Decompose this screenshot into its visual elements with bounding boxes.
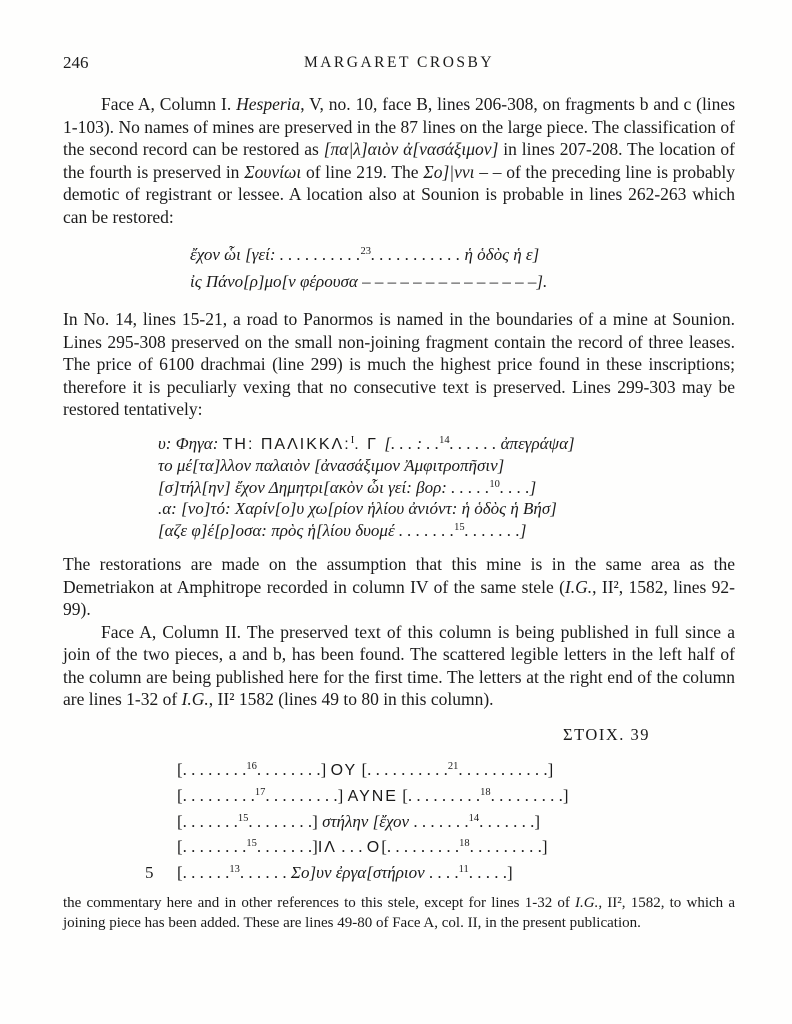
greek-quote-line: ἔχον ὧι [γεί: . . . . . . . . . .$^{23}$. . . . . . . . . . . ἡ ὁδὸς ἡ ε] <box>190 245 540 264</box>
inscription-line-content: [. . . . . .$^{13}$. . . . . . Σο]υν ἐργα[στήριον . . . .$^{11}$. . . . .] <box>177 862 513 882</box>
inscription-line-content: [. . . . . . . .$^{15}$. . . . . . .]ΙΛ . . . Ο[. . . . . . . . .$^{18}$. . . . . . . . .] <box>177 836 548 856</box>
paragraph-restorations-assumption: The restorations are made on the assumption that this mine is in the same area as the Demetriakon at Amphitrope recorded in column IV of the same stele (I.G., II², 1582, lines 92-99). <box>63 554 736 619</box>
inscription-line <box>145 757 735 783</box>
running-title: MARGARET CROSBY <box>303 54 495 71</box>
paragraph-face-a-column-1: Face A, Column I. Hesperia, V, no. 10, face B, lines 206-308, on fragments b and c (lines 1-103). No names of mines are preserved in the 87 lines on the large piece. The classification of the second record can be restored as [πα|λ]αιὸν ἀ[νασάξιμον] in lines 207-208. The location of the fourth is preserved in Σουνίωι of line 219. The Σο]|ννι – – of the preceding line is probably demotic of registrant or lessee. A location also at Sounion is probable in lines 262-263 which can be restored: <box>63 94 736 227</box>
greek-quote-line: .α: [νο]τό: Χαρίν[ο]υ χω[ρίον ἡλίου ἀνιόντ: ἡ ὁδὸς ἡ Βήσ] <box>158 499 557 518</box>
stoichedon-label: ΣΤΟΙΧ. 39 <box>563 724 650 744</box>
greek-restoration-lines-262-263 <box>190 241 735 295</box>
greek-quote-line: [αζε φ]έ[ρ]οσα: πρὸς ἡ[λίου δυομέ . . . . . . .$^{15}$. . . . . . .] <box>158 520 527 540</box>
paragraph-no-14-leases: In No. 14, lines 15-21, a road to Panormos is named in the boundaries of a mine at Sounion. Lines 295-308 preserved on the small non-joining fragment contain the record of three leases. The price of 6100 drachmai (line 299) is much the highest price found in these inscriptions; therefore it is peculiarly vexing that no consecutive text is preserved. Lines 299-303 may be restored tentatively: <box>63 309 735 419</box>
inscription-line-content: [. . . . . . .$^{15}$. . . . . . . .] στήλην [ἔχον . . . . . . .$^{14}$. . . . . . .] <box>177 811 540 831</box>
inscription-line-content: [. . . . . . . . .$^{17}$. . . . . . . . .] ΑΥΝΕ [. . . . . . . . .$^{18}$. . . . . . . . .] <box>177 785 569 805</box>
inscription-line <box>145 860 735 885</box>
paragraph-face-a-column-2: Face A, Column II. The preserved text of this column is being published in full since a join of the two pieces, a and b, has been found. The scattered legible letters in the left half of the column are being published here for the first time. The letters at the right end of the column are lines 1-32 of I.G., II² 1582 (lines 49 to 80 in this column). <box>63 621 735 709</box>
footnote-continuation: the commentary here and in other references to this stele, except for lines 1-32 of I.G., II², 1582, to which a joining piece has been added. These are lines 49-80 of Face A, col. II, in the present publication. <box>63 894 735 931</box>
page-number: 246 <box>63 53 89 72</box>
page-header <box>63 53 735 77</box>
greek-quote-line: [σ]τήλ[ην] ἔχον Δημητρι[ακὸν ὧι γεί: βορ: . . . . .$^{10}$. . . .] <box>158 477 537 497</box>
greek-quote-line: υ: Φηγα: ΤΗ: ΠΑΛΙΚΚΛ:$^I$. Γ [. . . : . .$^{14}$. . . . . . ἀπεγράψα] <box>158 433 575 453</box>
inscription-line <box>145 809 735 834</box>
inscription-line-content: [. . . . . . . .$^{16}$. . . . . . . .] ΟΥ [. . . . . . . . . .$^{21}$. . . . . . . . . . .] <box>177 759 554 779</box>
inscription-text-block <box>145 757 735 885</box>
greek-quote-line: ἰς Πάνο[ρ]μο[ν φέρουσα – – – – – – – – – – – – – –]. <box>190 272 548 291</box>
greek-quote-line: το μέ[τα]λλον παλαιὸν [ἀνασάξιμον Ἀμφιτροπῆσιν] <box>158 456 505 475</box>
inscription-line <box>145 834 735 860</box>
inscription-line-number: 5 <box>145 862 154 882</box>
inscription-line <box>145 783 735 809</box>
greek-restoration-lines-299-303 <box>158 433 735 542</box>
